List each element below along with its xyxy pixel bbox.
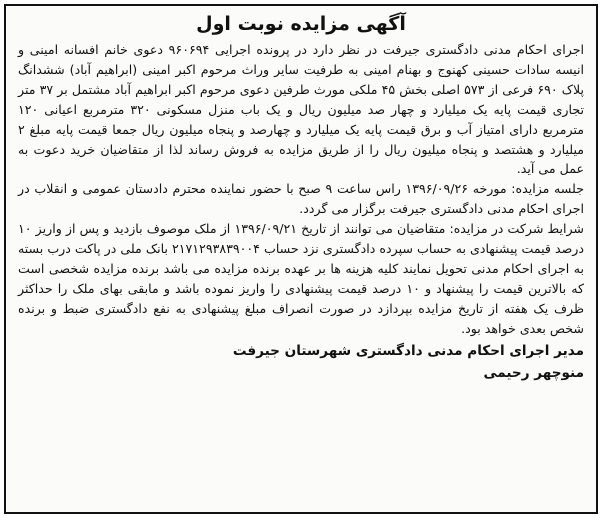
- auction-session: جلسه مزایده: مورخه ۱۳۹۶/۰۹/۲۶ راس ساعت ۹ صبح با حضور نماینده محترم دادستان عمومی و انقلاب در اجرای احکام مدنی دادگستری جیرفت برگزار می گردد.: [18, 181, 584, 217]
- signature-name: منوچهر رحیمی: [483, 364, 584, 381]
- notice-body: اجرای احکام مدنی دادگستری جیرفت در نظر دارد در پرونده اجرایی ۹۶۰۶۹۴ دعوی خانم افسانه امینی و انیسه سادات حسینی کهنوج و بهنام امینی به طرفیت سایر وراث مرحوم اکبر امینی (ابراهیم آباد) ششدانگ پلاک ۶۹۰ فرعی از ۵۷۳ اصلی بخش ۴۵ ملکی مورث طرفین دعوی مرحوم اکبر ابراهیم آباد مشتمل بر ۳۷ متر تجاری قیمت پایه یک میلیارد و چهار صد میلیون ریال و یک باب منزل مسکونی ۳۲۰ مترمربع اعیانی ۱۲۰ مترمربع دارای امتیاز آب و برق قیمت پایه یک میلیارد و چهارصد و پنجاه میلیون ریال جمعا قیمت پایه مبلغ ۲ میلیارد و هشتصد و پنجاه میلیون ریال را از طریق مزایده به فروش رساند لذا از متقاضیان خرید دعوت به عمل می آید.: [18, 42, 585, 177]
- participation-conditions: شرایط شرکت در مزایده: متقاضیان می توانند از تاریخ ۱۳۹۶/۰۹/۲۱ از ملک موصوف بازدید و پس از واریز ۱۰ درصد قیمت پیشنهادی به حساب سپرده دادگستری نزد حساب ۲۱۷۱۲۹۳۸۳۹۰۰۴ بانک ملی در پاکت درب بسته به اجرای احکام مدنی تحویل نمایند کلیه هزینه ها بر عهده برنده مزایده می باشد برنده مزایده شخصی است که بالاترین قیمت را پیشنهاد و ۱۰ درصد قیمت پیشنهادی را واریز نموده باشد و مابقی بهای ملک را حداکثر ظرف یک هفته از تاریخ مزایده بپردازد در صورت انصراف مبلغ پیشنهادی به نفع دادگستری ضبط و برنده شخص بعدی خواهد بود.: [18, 221, 584, 336]
- notice-frame: [4, 4, 598, 514]
- notice-title: آگهی مزایده نوبت اول: [196, 13, 406, 35]
- auction-notice: [6, 6, 596, 383]
- signature-title: مدیر اجرای احکام مدنی دادگستری شهرستان جیرفت: [232, 342, 584, 359]
